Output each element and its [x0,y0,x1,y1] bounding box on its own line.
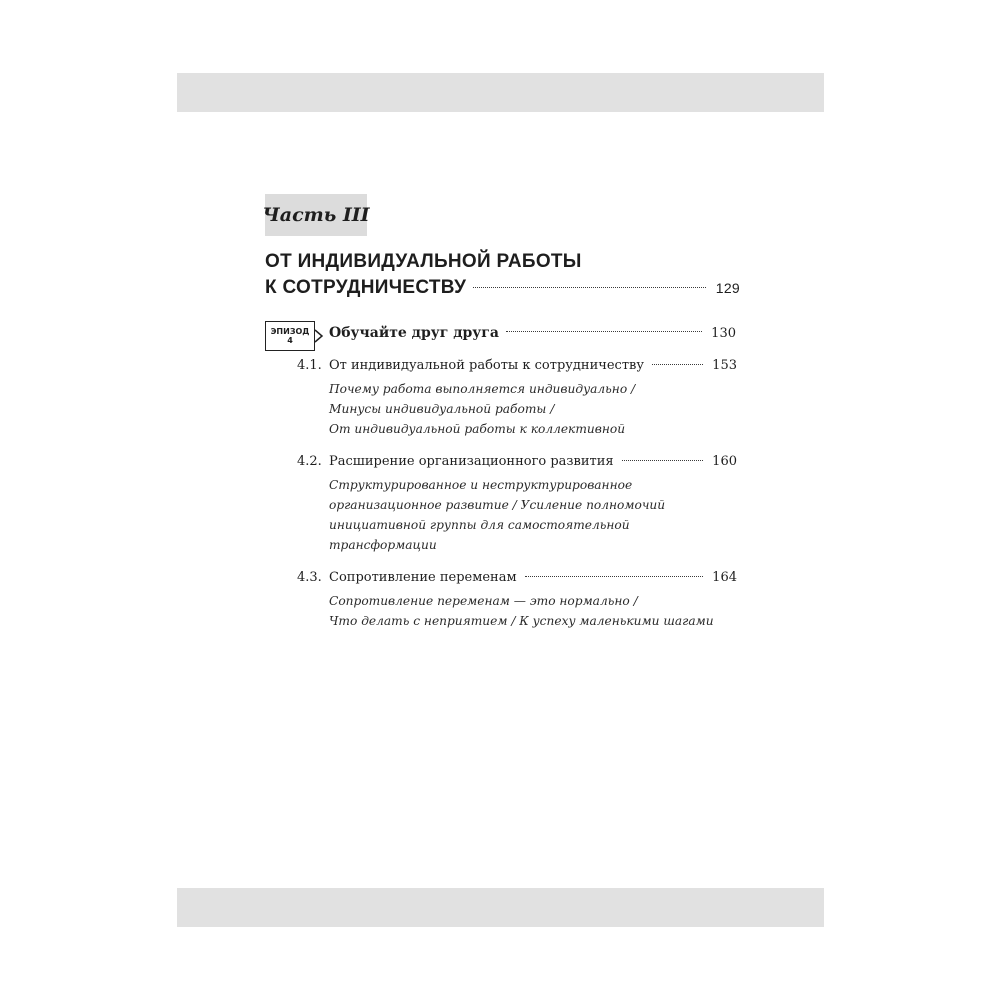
section-description [329,591,737,631]
description-line: Структурированное и неструктурированное [329,478,633,492]
section-number: 4.2. [297,454,322,469]
dot-leader [652,364,703,365]
section-title: От индивидуальной работы к сотрудничеству [329,358,644,373]
section-title: Расширение организационного развития [329,454,614,469]
section-description [329,475,737,555]
description-line: инициативной группы для самостоятельной [329,518,630,532]
footer-band [177,888,824,927]
section-page-number: 160 [712,454,737,469]
part-title-line-2: К СОТРУДНИЧЕСТВУ [265,277,467,298]
description-line: От индивидуальной работы к коллективной [329,422,626,436]
section-row [297,570,737,585]
part-title-line-1: ОТ ИНДИВИДУАЛЬНОЙ РАБОТЫ [265,251,582,272]
description-line: Минусы индивидуальной работы / [329,402,555,416]
part-label-box [262,194,370,236]
episode-title: Обучайте друг друга [329,325,499,341]
part-page-number: 129 [715,280,740,296]
section-page-number: 153 [712,358,737,373]
episode-tag: ЭПИЗОД [270,327,310,336]
dot-leader [506,331,702,332]
section-title: Сопротивление переменам [329,570,517,585]
part-title-toc-line [265,275,740,301]
header-band [177,73,824,112]
episode-badge [265,321,315,351]
episode-entry [265,321,740,353]
description-line: Почему работа выполняется индивидуально / [329,382,636,396]
description-line: Что делать с неприятием / К успеху маленькими шагами [329,614,714,628]
section-description [329,379,737,439]
episode-toc-line [329,325,736,341]
description-line: трансформации [329,538,437,552]
description-line: Сопротивление переменам — это нормально / [329,594,638,608]
part-title [265,249,740,301]
dot-leader [525,576,703,577]
dot-leader [473,287,706,288]
dot-leader [622,460,703,461]
description-line: организационное развитие / Усиление полномочий [329,498,666,512]
section-4-3 [297,570,737,631]
section-4-1 [297,358,737,439]
chevron-right-icon [314,329,324,343]
part-label: Часть III [262,204,370,226]
episode-page-number: 130 [711,326,736,341]
episode-number: 4 [287,336,293,345]
section-page-number: 164 [712,570,737,585]
section-row [297,454,737,469]
section-4-2 [297,454,737,555]
section-row [297,358,737,373]
section-number: 4.1. [297,358,322,373]
section-number: 4.3. [297,570,322,585]
